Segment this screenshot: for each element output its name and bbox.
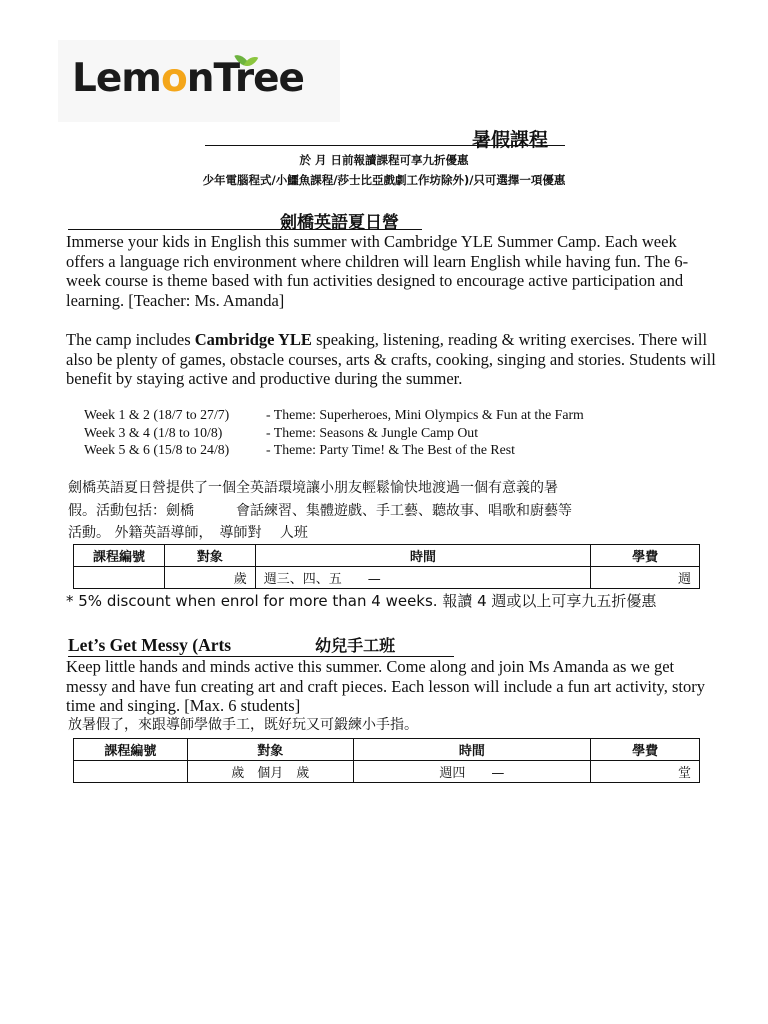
messy-section-title: Let’s Get Messy (Arts 幼兒手工班 [68,635,396,655]
header-time: 時間 [353,739,591,761]
week-dates: Week 3 & 4 (1/8 to 10/8) [84,424,223,440]
table-header-row [74,739,700,761]
week-theme: - Theme: Party Time! & The Best of the Rest [266,442,515,457]
messy-chinese-description: 放暑假了，來跟導師學做手工，既好玩又可鍛練小手指。 [68,717,418,733]
camp-section-title: 劍橋英語夏日營 [280,213,399,233]
table-header-row [74,545,700,567]
week-schedule [84,406,584,459]
cambridge-yle-highlight: Cambridge YLE [194,330,312,349]
week-row [84,406,584,424]
week-dates: Week 5 & 6 (15/8 to 24/8) [84,442,230,457]
week-theme: - Theme: Seasons & Jungle Camp Out [266,424,479,440]
week-row [84,441,584,459]
camp-intro-paragraph: Immerse your kids in English this summer with Cambridge YLE Summer Camp. Each week offers a language rich environment where children will learn English while having fun. The 6-week course is theme based with fun activities designed to encourage active participation and learning. [Teacher: Ms. Amanda] [66,232,689,310]
title-underline [205,145,565,146]
logo-wordmark: LemonTree [72,56,304,101]
page-title: 暑假課程 [472,129,549,151]
header-fee: 學費 [591,545,700,567]
header-target: 對象 [164,545,255,567]
camp-chinese-description: 劍橋英語夏日營提供了一個全英語環境讓小朋友輕鬆愉快地渡過一個有意義的暑 假。活動包括：劍橋 會話練習、集體遊戲、手工藝、聽故事、唱歌和廚藝等 活動。 外籍英語導師， 導師對 人班 [68,480,572,541]
header-course-code: 課程編號 [74,739,188,761]
cell-time: 週三、四、五 — [255,567,590,589]
multi-week-discount: * 5% discount when enrol for more than 4 weeks. 報讀 4 週或以上可享九五折優惠 [66,592,657,610]
cell-fee: 週 [591,567,700,589]
messy-intro-paragraph: Keep little hands and minds active this summer. Come along and join Ms Amanda as we get messy and have fun creating art and craft pieces. Each lesson will include a fun art activity, story time and singing. [Max. 6 students] [66,657,705,716]
cell-course-code [74,761,188,783]
cell-target: 歲 個月 歲 [187,761,353,783]
cell-fee: 堂 [591,761,700,783]
camp-title-underline [68,229,422,230]
week-row [84,424,584,442]
cell-course-code [74,567,165,589]
cell-time: 週四 — [353,761,591,783]
week-dates: Week 1 & 2 (18/7 to 27/7) [84,407,230,422]
table-row [74,567,700,589]
cell-target: 歲 [164,567,255,589]
offer-exclusions: 少年電腦程式/小鱷魚課程/莎士比亞戲劇工作坊除外)/只可選擇一項優惠 [202,173,566,187]
week-theme: - Theme: Superheroes, Mini Olympics & Fun at the Farm [266,407,584,422]
header-target: 對象 [187,739,353,761]
header-time: 時間 [255,545,590,567]
messy-course-table [73,738,700,783]
header-fee: 學費 [591,739,700,761]
camp-course-table [73,544,700,589]
lemontree-logo [58,40,340,122]
camp-includes-paragraph: The camp includes Cambridge YLE speaking, listening, reading & writing exercises. There will also be plenty of games, obstacle courses, arts & crafts, cooking, singing and stories. Students will benefit by staying active and productive during the summer. [66,330,716,389]
early-bird-offer: 於 月 日前報讀課程可享九折優惠 [299,153,469,167]
table-row [74,761,700,783]
header-course-code: 課程編號 [74,545,165,567]
